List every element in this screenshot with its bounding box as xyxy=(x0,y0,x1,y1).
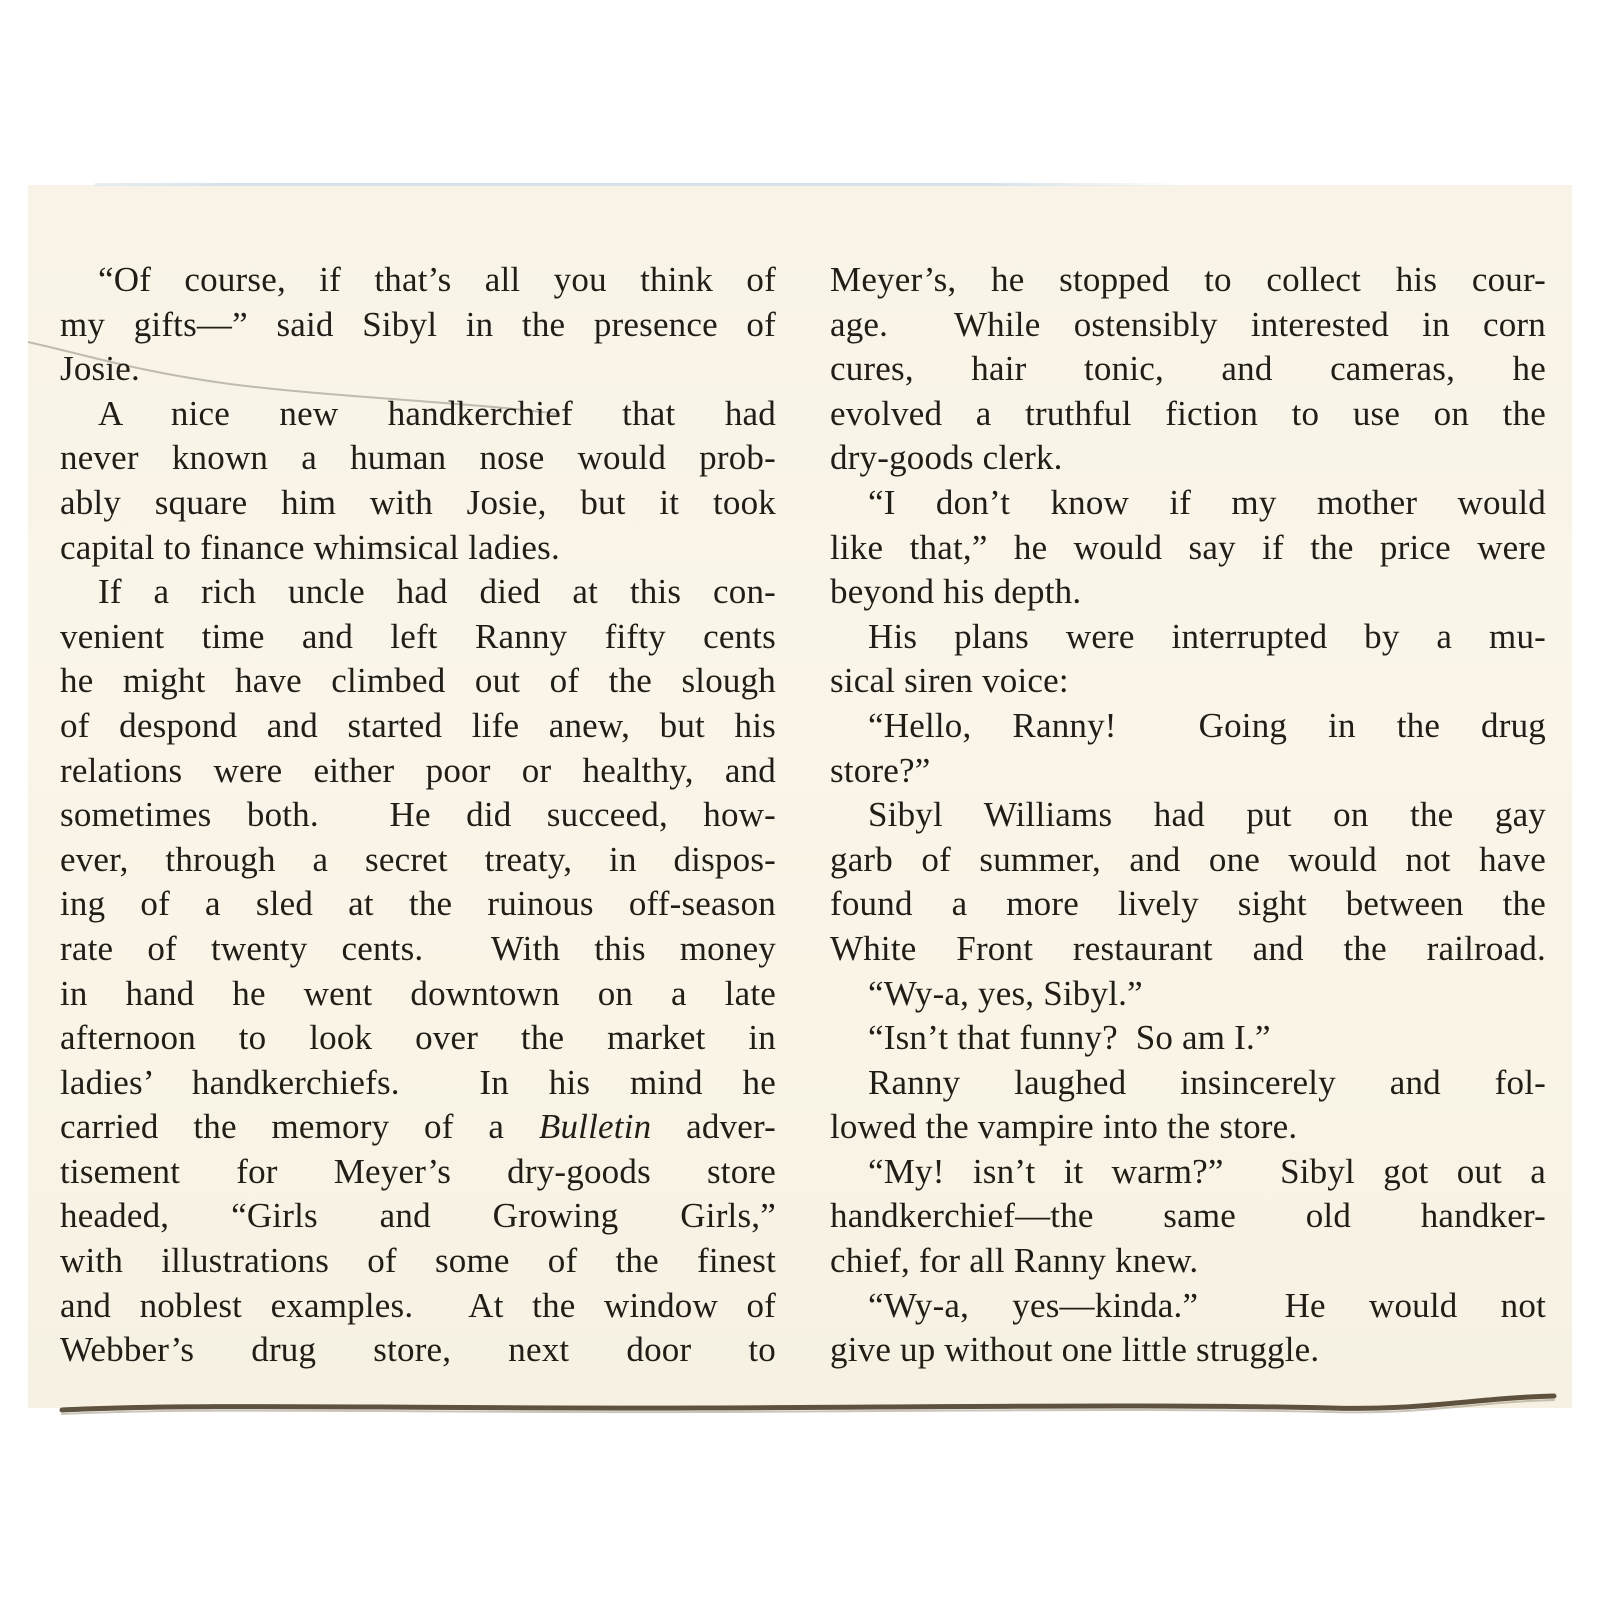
text-line: sometimes both. He did succeed, how- xyxy=(60,795,776,835)
text-line: Sibyl Williams had put on the gay xyxy=(868,795,1546,835)
text-line: “I don’t know if my mother would xyxy=(868,482,1546,522)
text-line: give up without one little struggle. xyxy=(830,1330,1320,1370)
text-line: evolved a truthful fiction to use on the xyxy=(830,393,1546,433)
text-line: age. While ostensibly interested in corn xyxy=(830,304,1546,344)
text-line: and noblest examples. At the window of xyxy=(60,1285,776,1325)
text-line: with illustrations of some of the finest xyxy=(60,1241,776,1281)
text-line: “Hello, Ranny! Going in the drug xyxy=(868,705,1546,745)
left-text-column xyxy=(60,258,776,1373)
text-line: handkerchief—the same old handker- xyxy=(830,1196,1546,1236)
text-line: relations were either poor or healthy, and xyxy=(60,750,776,790)
text-line: Webber’s drug store, next door to xyxy=(60,1330,776,1370)
text-line: “Wy-a, yes, Sibyl.” xyxy=(868,973,1143,1013)
text-line: cures, hair tonic, and cameras, he xyxy=(830,349,1546,389)
text-line: “Of course, if that’s all you think of xyxy=(98,260,776,299)
text-line: chief, for all Ranny knew. xyxy=(830,1241,1199,1281)
text-line: he might have climbed out of the slough xyxy=(60,661,776,701)
text-line: of despond and started life anew, but his xyxy=(60,705,776,745)
text-line: A nice new handkerchief that had xyxy=(98,393,776,433)
text-line: Josie. xyxy=(60,349,140,389)
text-line: ing of a sled at the ruinous off-season xyxy=(60,884,776,924)
text-line: lowed the vampire into the store. xyxy=(830,1107,1298,1147)
text-line: found a more lively sight between the xyxy=(830,884,1546,924)
text-line: store?” xyxy=(830,750,931,790)
text-line: sical siren voice: xyxy=(830,661,1069,701)
clipping-top-edge xyxy=(95,183,1185,186)
text-line: ably square him with Josie, but it took xyxy=(60,482,776,522)
text-line: carried the memory of a Bulletin adver- xyxy=(60,1107,776,1147)
text-line: If a rich uncle had died at this con- xyxy=(98,572,776,612)
text-line: afternoon to look over the market in xyxy=(60,1018,776,1058)
text-line: like that,” he would say if the price were xyxy=(830,527,1546,567)
text-line: Ranny laughed insincerely and fol- xyxy=(868,1062,1546,1102)
text-line: ever, through a secret treaty, in dispos- xyxy=(60,839,776,879)
text-line: in hand he went downtown on a late xyxy=(60,973,776,1013)
text-line: beyond his depth. xyxy=(830,572,1082,612)
text-line: tisement for Meyer’s dry-goods store xyxy=(60,1151,776,1191)
text-line: Meyer’s, he stopped to collect his cour- xyxy=(830,260,1546,299)
text-line: garb of summer, and one would not have xyxy=(830,839,1546,879)
text-line: never known a human nose would prob- xyxy=(60,438,776,478)
text-line: dry-goods clerk. xyxy=(830,438,1063,478)
text-line: capital to finance whimsical ladies. xyxy=(60,527,560,567)
text-line: ladies’ handkerchiefs. In his mind he xyxy=(60,1062,776,1102)
text-line: “Wy-a, yes—kinda.” He would not xyxy=(868,1285,1546,1325)
right-text-column xyxy=(830,258,1546,1373)
text-line: White Front restaurant and the railroad. xyxy=(830,928,1546,968)
text-line: headed, “Girls and Growing Girls,” xyxy=(60,1196,776,1236)
text-line: rate of twenty cents. With this money xyxy=(60,928,776,968)
text-line: my gifts—” said Sibyl in the presence of xyxy=(60,304,776,344)
text-line: “My! isn’t it warm?” Sibyl got out a xyxy=(868,1151,1546,1191)
text-line: His plans were interrupted by a mu- xyxy=(868,616,1546,656)
text-line: venient time and left Ranny fifty cents xyxy=(60,616,776,656)
text-line: “Isn’t that funny? So am I.” xyxy=(868,1018,1271,1058)
